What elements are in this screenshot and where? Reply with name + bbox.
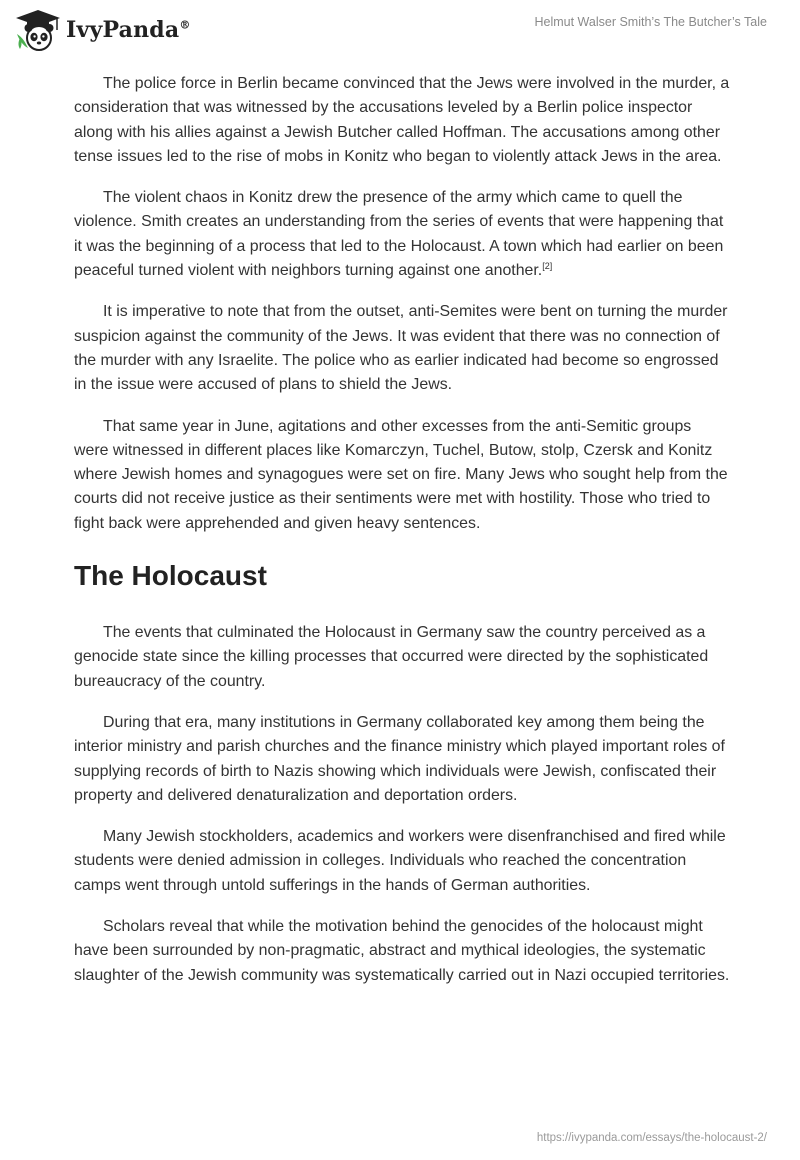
logo-wordmark xyxy=(66,17,191,43)
registered-mark: ® xyxy=(179,18,191,32)
paragraph-3: It is imperative to note that from the outset, anti-Semites were bent on turning the murder suspicion against the community of the Jews. It was evident that there was no connection of the murder with any Israelite. The police who as earlier indicated had become so engrossed in the issue were accused of plans to shield the Jews. xyxy=(74,303,728,394)
logo-text: IvyPanda xyxy=(66,17,180,43)
paragraph-1: The police force in Berlin became convinced that the Jews were involved in the murder, a consideration that was witnessed by the accusations leveled by a Berlin police inspector along with his allies against a Jewish Butcher called Hoffman. The accusations among other tense issues led to the rise of mobs in Konitz who began to violently attack Jews in the area. xyxy=(74,75,730,165)
paragraph-2 xyxy=(74,186,730,283)
paragraph-6: During that era, many institutions in Germany collaborated key among them being the interior ministry and parish churches and the finance ministry which played important roles of supplying records of birth to Nazis showing which individuals were Jewish, confiscated their property and delivered denaturalization and deportation orders. xyxy=(74,713,725,804)
paragraph-4: That same year in June, agitations and other excesses from the anti-Semitic groups were witnessed in different places like Komarczyn, Tuchel, Butow, stolp, Czersk and Konitz where Jewish homes and synagogues were set on fire. Many Jews who sought help from the courts did not receive justice as their sentiments were met with hostility. Those who tried to fight back were apprehended and given heavy sentences. xyxy=(74,417,728,532)
paragraph-7: Many Jewish stockholders, academics and workers were disenfranchised and fired while students were denied admission in colleges. Individuals who reached the concentration camps went through untold sufferings in the hands of German authorities. xyxy=(74,828,726,894)
paragraph-8: Scholars reveal that while the motivation behind the genocides of the holocaust might have been surrounded by non-pragmatic, abstract and mythical ideologies, the systematic slaughter of the Jewish community was systematically carried out in Nazi occupied territories. xyxy=(74,918,730,984)
footer-url[interactable]: https://ivypanda.com/essays/the-holocaust-2/ xyxy=(536,1132,767,1144)
paragraph-2-text: The violent chaos in Konitz drew the presence of the army which came to quell the violence. Smith creates an understanding from the series of events that were happening that it was the beginning of a process that led to the Holocaust. A town which had earlier on been peaceful turned violent with neighbors turning against one another. xyxy=(74,189,724,280)
footnote-ref-2[interactable]: [2] xyxy=(542,261,553,272)
section-heading: The Holocaust xyxy=(74,560,267,592)
paragraph-5: The events that culminated the Holocaust in Germany saw the country perceived as a genocide state since the killing processes that occurred were directed by the sophisticated bureaucracy of the country. xyxy=(74,624,709,690)
page-header xyxy=(0,0,800,60)
panda-graduate-icon xyxy=(14,8,62,52)
ivypanda-logo[interactable] xyxy=(14,8,191,52)
running-title: Helmut Walser Smith’s The Butcher’s Tale xyxy=(534,15,767,29)
essay-body xyxy=(74,72,730,1005)
